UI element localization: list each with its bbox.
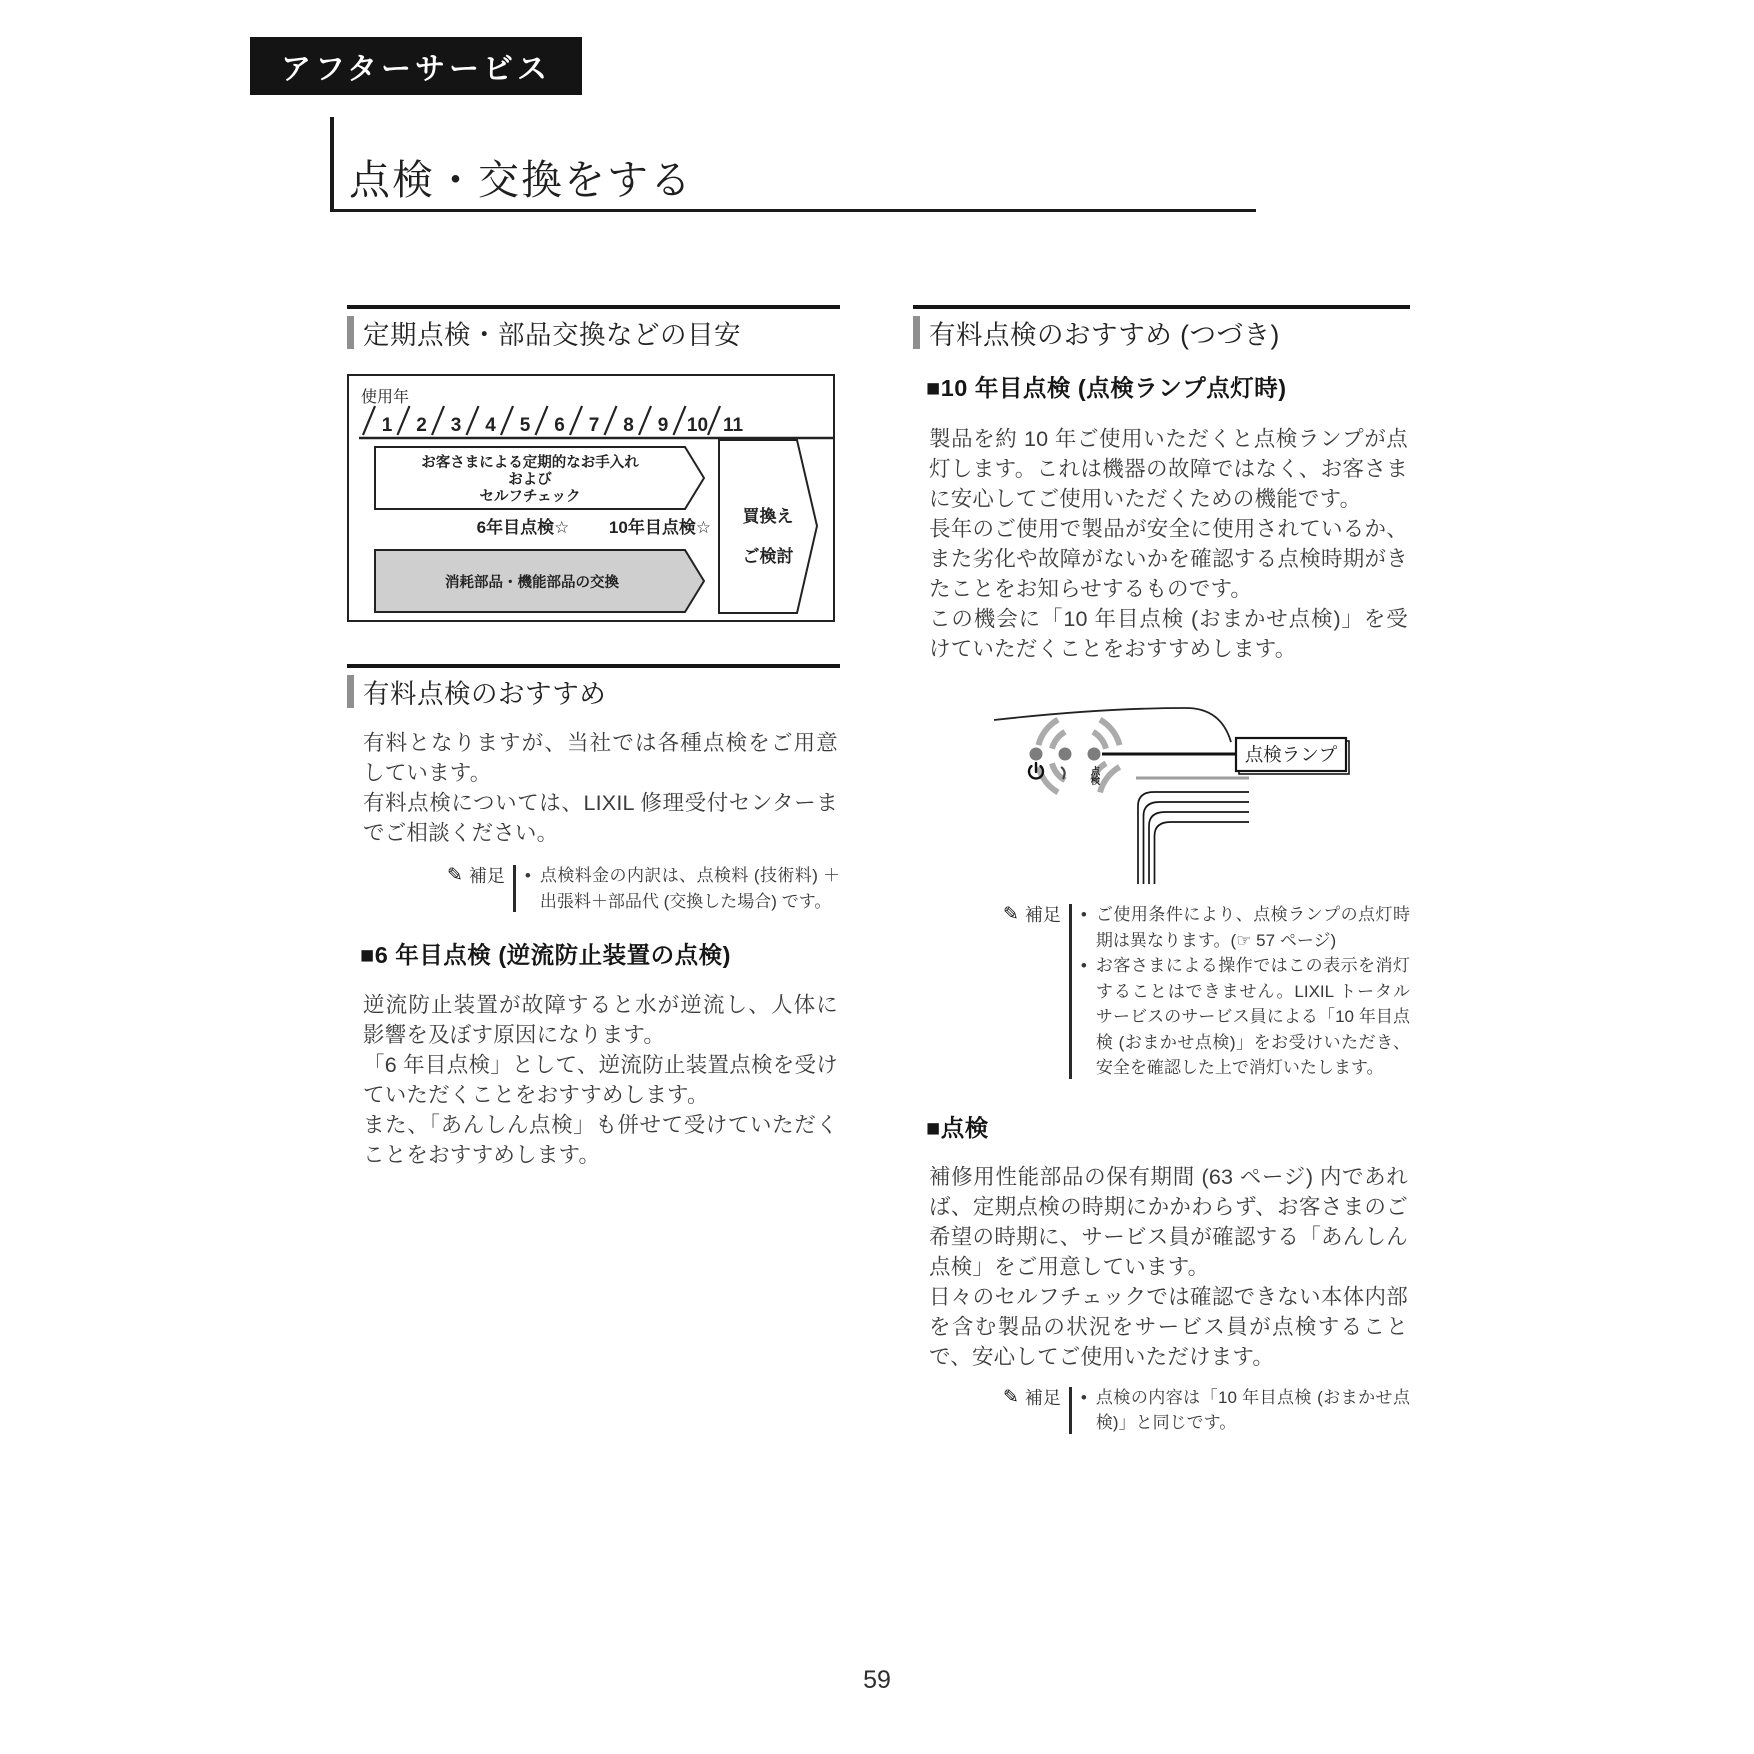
note-item	[525, 863, 840, 914]
paragraph: 長年のご使用で製品が安全に使用されているか、また劣化や故障がないかを確認する点検時期がきたことをお知らせするものです。	[929, 517, 1408, 601]
section-tag	[250, 37, 582, 95]
bullet: •	[1080, 905, 1087, 924]
device-top-edge	[994, 708, 1231, 742]
paragraph: 補修用性能部品の保有期間 (63 ページ) 内であれば、定期点検の時期にかかわらず、お客さまのご希望の時期に、サービス員が確認する「あんしん点検」をご用意しています。	[929, 1164, 1408, 1279]
subheading-inspection: ■点検	[926, 1114, 989, 1141]
paragraph: 逆流防止装置が故障すると水が逆流し、人体に影響を及ぼす原因になります。	[363, 993, 838, 1047]
bullet: •	[1080, 1387, 1087, 1407]
year-tick: 10	[686, 415, 709, 436]
section-heading-paid-inspection-cont	[913, 305, 1410, 352]
note-block-lamp	[1003, 902, 1410, 1081]
heading-accent-bar	[347, 675, 354, 708]
10yr-inspection-paragraphs	[913, 424, 1410, 664]
note-text: お客さまによる操作ではこの表示を消灯することはできません。LIXIL トータルサービスのサービス員による「10 年目点検 (おまかせ点検)」をお受けいただき、安全を確認した上で消灯いたします。	[1095, 956, 1410, 1077]
section-heading-periodic	[347, 305, 840, 352]
inspection-lamp-diagram	[991, 672, 1351, 884]
subheading-10yr-inspection: ■10 年目点検 (点検ランプ点灯時)	[926, 375, 1287, 401]
note-text: 点検料金の内訳は、点検料 (技術料) ＋出張料＋部品代 (交換した場合) です。	[539, 866, 840, 911]
note-label: 補足	[468, 866, 505, 886]
section-heading-text: 有料点検のおすすめ	[363, 679, 607, 709]
lamp-label-text: 点検ランプ	[1244, 744, 1338, 765]
paragraph: 製品を約 10 年ご使用いただくと点検ランプが点灯します。これは機器の故障ではなく、お客さまに安心してご使用いただくための機能です。	[929, 427, 1408, 511]
subheading-6yr-inspection: ■6 年目点検 (逆流防止装置の点検)	[360, 942, 731, 968]
heading-accent-bar	[347, 316, 354, 349]
bullet: •	[524, 866, 531, 885]
paragraph: 「6 年目点検」として、逆流防止装置点検を受けていただくことをおすすめします。	[363, 1053, 838, 1107]
note-head	[1003, 902, 1061, 1081]
note-item	[1081, 953, 1410, 1081]
note-text: ご使用条件により、点検ランプの点灯時期は異なります。(☞ 57 ページ)	[1095, 905, 1410, 950]
note-divider	[1069, 1387, 1072, 1434]
inspection-paragraphs	[913, 1162, 1410, 1372]
pencil-icon: ✎	[447, 865, 463, 886]
6yr-inspection-paragraphs	[347, 990, 840, 1170]
year-tick: 5	[519, 415, 531, 436]
note-block-inspection-content	[1003, 1385, 1410, 1436]
replacement-consideration-line: 買換え	[742, 507, 794, 526]
note-text: 点検の内容は「10 年目点検 (おまかせ点検)」と同じです。	[1095, 1387, 1410, 1432]
paragraph: 有料点検については、LIXIL 修理受付センターまでご相談ください。	[363, 791, 838, 845]
inspection-led-label: 点検	[1088, 766, 1100, 785]
note-head	[1003, 1385, 1061, 1436]
note-items	[1081, 1385, 1410, 1436]
paragraph: また、「あんしん点検」も併せて受けていただくことをおすすめします。	[363, 1113, 838, 1167]
self-check-line: および	[508, 472, 552, 488]
paragraph: 有料となりますが、当社では各種点検をご用意しています。	[363, 731, 838, 785]
pencil-icon: ✎	[1003, 904, 1019, 925]
inspection-led	[1088, 748, 1101, 761]
bullet: •	[1080, 956, 1087, 975]
parts-replacement-label: 消耗部品・機能部品の交換	[445, 575, 619, 591]
inspection-6yr-label: 6年目点検☆	[476, 518, 570, 537]
year-tick: 8	[623, 415, 634, 436]
year-tick: 3	[450, 415, 462, 436]
page-title: 点検・交換をする	[349, 157, 693, 203]
year-tick: 6	[554, 415, 565, 436]
self-check-line: お客さまによる定期的なお手入れ	[421, 455, 639, 471]
year-tick: 2	[416, 415, 427, 436]
note-head	[447, 863, 505, 914]
left-column	[347, 305, 840, 1170]
paragraph: 日々のセルフチェックでは確認できない本体内部を含む製品の状況をサービス員が点検することで、安心してご使用いただけます。	[929, 1284, 1408, 1369]
pencil-icon: ✎	[1003, 1386, 1019, 1408]
page-number: 59	[863, 1666, 891, 1694]
section-heading-text: 定期点検・部品交換などの目安	[363, 320, 741, 350]
years-axis-label: 使用年	[361, 389, 410, 406]
note-item	[1081, 1385, 1410, 1436]
year-tick: 1	[381, 415, 393, 436]
paid-inspection-paragraphs	[347, 728, 840, 848]
note-block-fee-breakdown	[447, 863, 840, 914]
note-items	[525, 863, 840, 914]
year-tick: 7	[588, 415, 600, 436]
note-item	[1081, 902, 1410, 953]
self-check-line: セルフチェック	[479, 489, 581, 505]
note-items	[1081, 902, 1410, 1081]
note-label: 補足	[1024, 905, 1061, 925]
year-tick: 11	[722, 415, 744, 436]
section-heading-text: 有料点検のおすすめ (つづき)	[929, 320, 1280, 350]
section-heading-paid-inspection	[347, 664, 840, 711]
power-led	[1030, 748, 1043, 761]
paragraph: この機会に「10 年目点検 (おまかせ点検)」を受けていただくことをおすすめします。	[929, 607, 1408, 661]
maintenance-timeline-diagram	[347, 374, 835, 622]
note-divider	[1069, 904, 1072, 1079]
replacement-consideration-arrow	[719, 440, 817, 613]
middle-led	[1059, 748, 1072, 761]
heading-accent-bar	[913, 316, 920, 349]
section-tag-label: アフターサービス	[281, 53, 551, 86]
note-label: 補足	[1024, 1387, 1061, 1408]
year-tick: 4	[485, 415, 496, 436]
right-column	[913, 305, 1410, 1436]
inspection-10yr-label: 10年目点検☆	[608, 518, 712, 537]
note-divider	[513, 865, 516, 912]
year-tick: 9	[657, 415, 669, 436]
page-title-block	[330, 117, 1256, 212]
replacement-consideration-line: ご検討	[742, 547, 794, 566]
